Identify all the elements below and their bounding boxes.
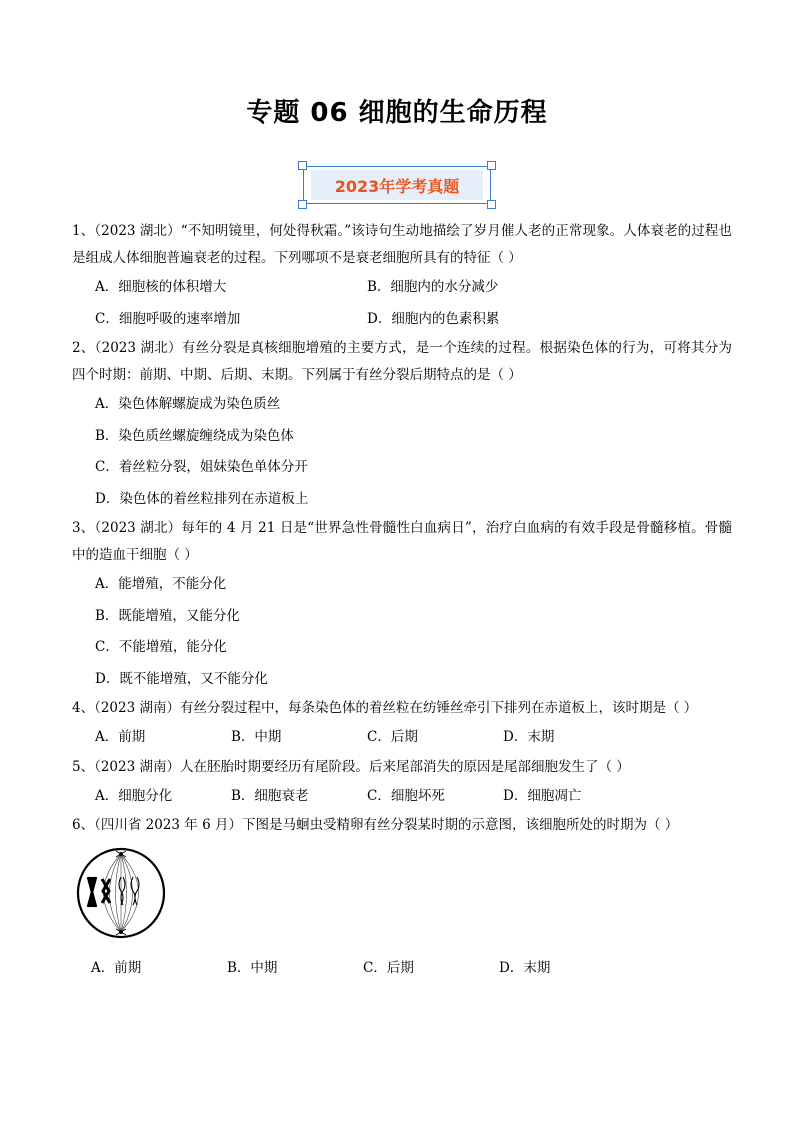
question-stem: 1、（2023 湖北）“不知明镜里，何处得秋霜。”该诗句生动地描绘了岁月催人老的正常现象。人体衰老的过程也是组成人体细胞普遍衰老的过程。下列哪项不是衰老细胞所具有的特征（ ） xyxy=(72,223,732,266)
question-stem: 3、（2023 湖北）每年的 4 月 21 日是“世界急性骨髓性白血病日”，治疗白血病的有效手段是骨髓移植。骨髓中的造血干细胞（ ） xyxy=(72,520,732,563)
option-b: B．中期 xyxy=(227,960,278,976)
option-list xyxy=(72,953,732,985)
option-b: B．细胞内的水分减少 xyxy=(367,279,499,295)
page-title: 专题 06 细胞的生命历程 xyxy=(246,98,548,128)
question-3 xyxy=(72,515,732,695)
option-list xyxy=(72,781,732,813)
option-list xyxy=(72,272,732,335)
badge-label: 2023年学考真题 xyxy=(311,170,483,200)
option-list xyxy=(72,722,732,754)
option-a: A．细胞分化 xyxy=(95,787,173,804)
option-list xyxy=(72,569,732,695)
cell-division-figure xyxy=(72,839,732,951)
question-list xyxy=(72,218,732,985)
option-c: C．细胞坏死 xyxy=(367,787,445,804)
option-a: A．细胞核的体积增大 xyxy=(95,279,227,295)
option-b: B．染色质丝螺旋缠绕成为染色体 xyxy=(95,427,294,444)
option-d: D．染色体的着丝粒排列在赤道板上 xyxy=(95,490,309,507)
option-d: D．细胞内的色素积累 xyxy=(367,310,500,327)
question-4 xyxy=(72,695,732,754)
option-list xyxy=(72,389,732,515)
option-d: D．末期 xyxy=(499,960,551,976)
question-stem: 5、（2023 湖南）人在胚胎时期要经历有尾阶段。后来尾部消失的原因是尾部细胞发生了（ ） xyxy=(72,758,630,775)
option-c: C．后期 xyxy=(363,960,414,976)
option-c: C．着丝粒分裂，姐妹染色单体分开 xyxy=(95,459,308,475)
question-5 xyxy=(72,754,732,813)
badge-corner xyxy=(487,200,496,209)
question-stem: 4、（2023 湖南）有丝分裂过程中，每条染色体的着丝粒在纺锤丝牵引下排列在赤道板上，该时期是（ ） xyxy=(72,700,698,716)
badge-corner xyxy=(298,161,307,170)
option-a: A．前期 xyxy=(91,960,142,976)
option-b: B．中期 xyxy=(231,729,282,745)
badge-corner xyxy=(487,161,496,170)
mitosis-cell-diagram xyxy=(74,839,170,947)
question-stem: 6、（四川省 2023 年 6 月）下图是马蛔虫受精卵有丝分裂某时期的示意图，该细胞所处的时期为（ ） xyxy=(72,817,679,833)
option-b: B．既能增殖，又能分化 xyxy=(95,607,240,624)
option-c: C．细胞呼吸的速率增加 xyxy=(95,310,241,327)
badge-corner xyxy=(298,200,307,209)
section-badge xyxy=(297,160,497,210)
option-a: A．前期 xyxy=(95,729,146,745)
question-2 xyxy=(72,335,732,515)
option-a: A．能增殖，不能分化 xyxy=(95,576,227,592)
option-d: D．末期 xyxy=(503,729,555,745)
option-c: C．后期 xyxy=(367,729,418,745)
option-d: D．细胞凋亡 xyxy=(503,787,582,804)
question-1 xyxy=(72,218,732,335)
option-d: D．既不能增殖，又不能分化 xyxy=(95,670,268,687)
option-b: B．细胞衰老 xyxy=(231,787,309,804)
question-6 xyxy=(72,812,732,985)
option-c: C．不能增殖，能分化 xyxy=(95,639,227,655)
option-a: A．染色体解螺旋成为染色质丝 xyxy=(95,396,281,412)
question-stem: 2、（2023 湖北）有丝分裂是真核细胞增殖的主要方式，是一个连续的过程。根据染色体的行为，可将其分为四个时期：前期、中期、后期、末期。下列属于有丝分裂后期特点的是（ ） xyxy=(72,340,732,383)
